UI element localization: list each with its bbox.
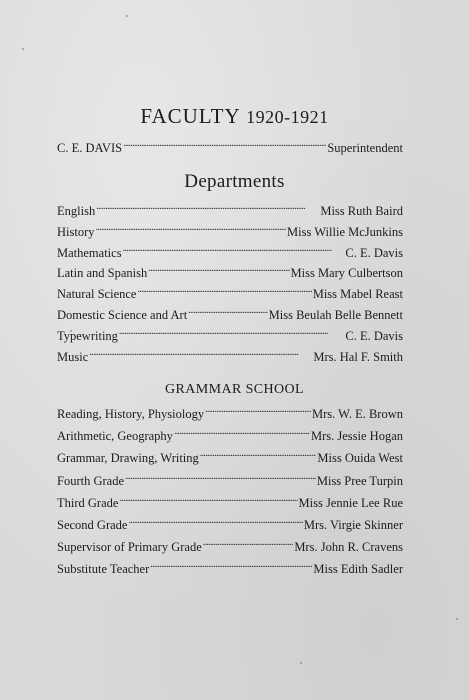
dot-leader xyxy=(89,349,312,361)
subject-label: Second Grade xyxy=(57,518,128,532)
dot-leader xyxy=(119,495,297,507)
superintendent-name: C. E. DAVIS xyxy=(57,141,123,155)
teacher-name: Miss Beulah Belle Bennett xyxy=(268,308,403,322)
dot-leader xyxy=(137,286,311,298)
dot-leader xyxy=(174,428,310,440)
faculty-row xyxy=(57,349,403,365)
faculty-row xyxy=(57,539,403,555)
faculty-row xyxy=(57,428,403,444)
subject-label: Music xyxy=(57,349,89,364)
subject-label: Third Grade xyxy=(57,495,119,510)
subject-label: Latin and Spanish xyxy=(57,266,148,281)
dot-leader xyxy=(205,406,311,418)
subject-label: Domestic Science and Art xyxy=(57,308,188,322)
faculty-row xyxy=(57,328,403,344)
dot-leader xyxy=(96,203,319,215)
faculty-row xyxy=(57,473,403,489)
faculty-row xyxy=(57,245,403,261)
faculty-row xyxy=(57,307,403,323)
dot-leader xyxy=(125,473,316,485)
teacher-name: Miss Pree Turpin xyxy=(316,473,403,488)
subject-label: Substitute Teacher xyxy=(57,562,150,577)
dot-leader xyxy=(123,140,326,152)
teacher-name: Miss Mary Culbertson xyxy=(290,266,403,281)
subject-label: English xyxy=(57,204,96,218)
dot-leader xyxy=(200,450,317,462)
dot-leader xyxy=(128,517,302,529)
dot-leader xyxy=(96,224,287,236)
subject-label: Arithmetic, Geography xyxy=(57,429,173,444)
dot-leader xyxy=(119,328,344,340)
teacher-name: Miss Edith Sadler xyxy=(313,562,403,577)
teacher-name: Miss Mabel Reast xyxy=(312,287,403,302)
subject-label: Reading, History, Physiology xyxy=(57,407,205,421)
teacher-name: Miss Jennie Lee Rue xyxy=(298,495,403,510)
dot-leader xyxy=(203,539,294,551)
subject-label: Typewriting xyxy=(57,328,118,343)
title-main: FACULTY xyxy=(140,104,240,128)
subject-label: Fourth Grade xyxy=(57,473,124,488)
faculty-row xyxy=(57,406,403,422)
paper-speck xyxy=(300,662,302,664)
teacher-name: Miss Ruth Baird xyxy=(320,204,403,218)
faculty-row xyxy=(57,224,403,240)
faculty-row xyxy=(57,265,403,281)
title-year: 1920-1921 xyxy=(246,107,329,127)
faculty-row xyxy=(57,561,403,577)
teacher-name: Mrs. Jessie Hogan xyxy=(310,429,403,444)
paper-speck xyxy=(22,48,24,50)
dot-leader xyxy=(123,245,345,257)
dot-leader xyxy=(188,307,267,319)
grammar-school-heading: GRAMMAR SCHOOL xyxy=(164,382,304,397)
teacher-name: C. E. Davis xyxy=(345,328,403,343)
teacher-name: Mrs. W. E. Brown xyxy=(312,407,403,421)
faculty-row xyxy=(57,286,403,302)
teacher-name: Miss Willie McJunkins xyxy=(287,224,403,239)
subject-label: Natural Science xyxy=(57,287,137,302)
teacher-name: Mrs. John R. Cravens xyxy=(294,540,403,555)
teacher-name: Miss Ouida West xyxy=(317,451,403,466)
teacher-name: Mrs. Virgie Skinner xyxy=(303,518,403,532)
faculty-row xyxy=(57,517,403,533)
page-title xyxy=(0,104,469,129)
faculty-row xyxy=(57,203,403,219)
subject-label: Supervisor of Primary Grade xyxy=(57,540,202,555)
dot-leader xyxy=(150,561,312,573)
dot-leader xyxy=(148,265,289,277)
superintendent-role: Superintendent xyxy=(327,141,403,155)
subject-label: Grammar, Drawing, Writing xyxy=(57,451,199,466)
paper-speck xyxy=(126,15,128,17)
teacher-name: C. E. Davis xyxy=(345,245,403,260)
departments-heading: Departments xyxy=(184,171,285,192)
subject-label: Mathematics xyxy=(57,245,122,260)
subject-label: History xyxy=(57,224,95,239)
teacher-name: Mrs. Hal F. Smith xyxy=(313,349,403,364)
paper-speck xyxy=(456,618,458,620)
faculty-row xyxy=(57,495,403,511)
faculty-row xyxy=(57,450,403,466)
superintendent-row xyxy=(57,140,403,156)
